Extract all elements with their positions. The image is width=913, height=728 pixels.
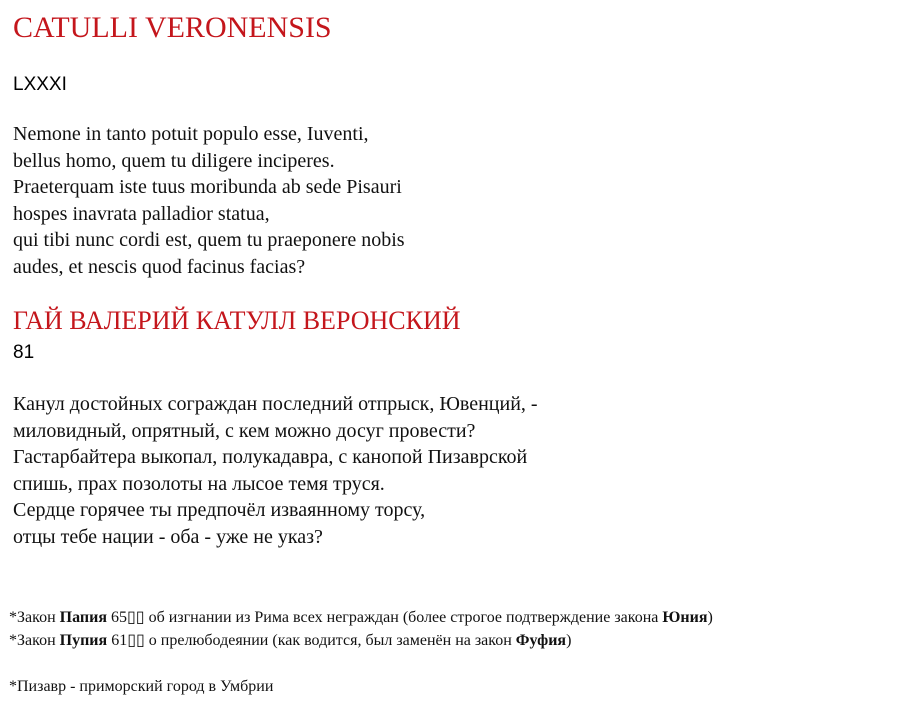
poem-line: Канул достойных сограждан последний отпрыск, Ювенций, -	[13, 393, 538, 415]
footnote-text: *Закон	[9, 609, 60, 626]
footnote-text: 65▯▯ об изгнании из Рима всех неграждан (более строгое подтверждение закона	[106, 609, 663, 626]
law-name: Папия	[59, 609, 107, 626]
poem-line: Сердце горячее ты предпочёл изваянному торсу,	[13, 499, 426, 521]
law-name: Пупия	[59, 632, 108, 649]
russian-poem-number: 81	[13, 342, 35, 363]
latin-poem	[13, 121, 405, 280]
poem-line: спишь, прах позолоты на лысое темя труся.	[13, 472, 385, 495]
footnote-text: 61▯▯ о прелюбодеянии (как водится, был заменён на закон	[107, 632, 516, 649]
footnote-text: )	[707, 609, 713, 626]
poem-line: миловидный, опрятный, с кем можно досуг провести?	[13, 419, 476, 442]
latin-title: CATULLI VERONENSIS	[13, 11, 332, 44]
poem-line: отцы тебе нации - оба - уже не указ?	[13, 525, 323, 548]
poem-line: audes, et nescis quod facinus facias?	[13, 255, 306, 278]
poem-line: Nemone in tanto potuit populo esse, Iuventi,	[13, 123, 369, 145]
law-name: Юния	[662, 609, 708, 626]
russian-title: ГАЙ ВАЛЕРИЙ КАТУЛЛ ВЕРОНСКИЙ	[13, 306, 461, 335]
poem-line: bellus homo, quem tu diligere inciperes.	[13, 149, 335, 172]
footnote-text: )	[566, 632, 572, 649]
footnotes	[9, 606, 713, 698]
russian-poem	[13, 391, 538, 550]
footnote-pisaurum: *Пизавр - приморский город в Умбрии	[9, 678, 274, 695]
footnote-papia	[9, 606, 713, 629]
law-name: Фуфия	[515, 632, 567, 649]
footnote-text: *Закон	[9, 632, 60, 649]
footnote-pupia	[9, 629, 713, 652]
footnote-spacer	[9, 652, 713, 675]
poem-line: qui tibi nunc cordi est, quem tu praeponere nobis	[13, 229, 405, 251]
poem-line: Praeterquam iste tuus moribunda ab sede Pisauri	[13, 176, 402, 198]
latin-poem-number: LXXXI	[13, 74, 67, 95]
poem-line: hospes inavrata palladior statua,	[13, 202, 270, 225]
poem-line: Гастарбайтера выкопал, полукадавра, с канопой Пизаврской	[13, 446, 528, 468]
